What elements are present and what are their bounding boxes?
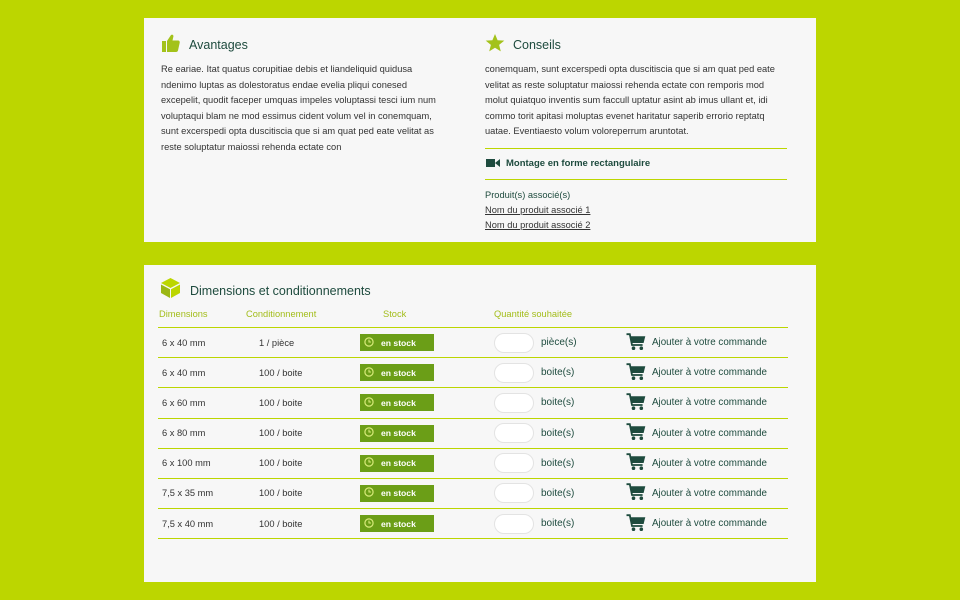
packaging-cell: 100 / boite xyxy=(259,518,303,529)
quantity-cell xyxy=(494,509,534,538)
advantages-text: Re eariae. Itat quatus corupitiae debis et liandeliquid quidusa ndenimo luptas as dolestoratus endae evelia pliqui conesed excepelit, quodit faceper umquas impeles voluptassi tesci ium num voluptaqui blam ne mod essimus cident volum vel in conemquam, sunt excerspedi opta duscitiscia que si am quat ped eate velitat as reste soluptatur maiossi rehenda ectate con xyxy=(161,64,436,152)
quantity-cell xyxy=(494,328,534,357)
packaging-cell: 1 / pièce xyxy=(259,337,295,348)
add-to-order-button[interactable] xyxy=(626,479,767,508)
clock-icon xyxy=(364,337,374,349)
add-to-order-label: Ajouter à votre commande xyxy=(652,397,767,409)
add-to-order-label: Ajouter à votre commande xyxy=(652,518,767,530)
clock-icon xyxy=(364,487,374,499)
stock-cell xyxy=(360,449,434,478)
advantages-title: Avantages xyxy=(189,38,248,52)
cart-icon xyxy=(626,514,646,534)
stock-label: en stock xyxy=(381,367,416,378)
quantity-input[interactable] xyxy=(494,423,534,443)
info-panel xyxy=(144,18,816,242)
add-to-order-button[interactable] xyxy=(626,388,767,417)
add-to-order-label: Ajouter à votre commande xyxy=(652,427,767,439)
table-row xyxy=(158,358,788,388)
stock-badge xyxy=(360,394,434,411)
advice-heading xyxy=(485,34,787,56)
video-link[interactable] xyxy=(485,148,787,180)
cart-icon xyxy=(626,483,646,503)
quantity-cell xyxy=(494,479,534,508)
dimension-cell: 7,5 x 35 mm xyxy=(162,488,214,499)
box-icon xyxy=(160,277,181,304)
clock-icon xyxy=(364,397,374,409)
stock-cell xyxy=(360,328,434,357)
add-to-order-label: Ajouter à votre commande xyxy=(652,337,767,348)
packaging-cell: 100 / boite xyxy=(259,458,303,469)
clock-icon xyxy=(364,367,374,379)
unit-label: boite(s) xyxy=(541,427,575,439)
cart-icon xyxy=(626,423,646,443)
unit-label: boite(s) xyxy=(541,367,575,379)
packaging-cell: 100 / boite xyxy=(259,367,303,378)
stock-label: en stock xyxy=(381,458,416,469)
packaging-cell: 100 / boite xyxy=(259,397,303,408)
stock-cell xyxy=(360,358,434,387)
stock-label: en stock xyxy=(381,337,416,348)
table-row xyxy=(158,449,788,479)
stock-badge xyxy=(360,334,434,351)
advice-text: conemquam, sunt excerspedi opta duscitiscia que si am quat ped eate velitat as reste soluptatur maiossi rehenda ectate con remporis mod molut quiatquo inventis sum faccull uptatur asint ab imus ullant et, idi commo torit apitasi moluptas evenet haritatur saperib errorio reptatq uatae. Eventiaesto volum voloreperrum aruntotat. xyxy=(485,64,775,137)
clock-icon xyxy=(364,518,374,530)
add-to-order-button[interactable] xyxy=(626,509,767,538)
dimension-cell: 6 x 60 mm xyxy=(162,397,206,408)
quantity-input[interactable] xyxy=(494,393,534,413)
stock-badge xyxy=(360,455,434,472)
stock-badge xyxy=(360,515,434,532)
table-row xyxy=(158,479,788,509)
dimensions-heading xyxy=(160,277,371,304)
dimensions-panel xyxy=(144,265,816,582)
quantity-cell xyxy=(494,449,534,478)
advice-title: Conseils xyxy=(513,38,561,52)
column-header-quantity: Quantité souhaitée xyxy=(494,309,573,319)
quantity-input[interactable] xyxy=(494,453,534,473)
related-products xyxy=(485,188,787,233)
packaging-cell: 100 / boite xyxy=(259,428,303,439)
column-header-dimensions: Dimensions xyxy=(159,309,208,319)
dimension-cell: 6 x 80 mm xyxy=(162,428,206,439)
stock-badge xyxy=(360,364,434,381)
stock-label: en stock xyxy=(381,428,416,439)
quantity-input[interactable] xyxy=(494,514,534,534)
add-to-order-label: Ajouter à votre commande xyxy=(652,487,767,499)
advantages-heading xyxy=(161,34,443,56)
clock-icon xyxy=(364,427,374,439)
cart-icon xyxy=(626,363,646,383)
cart-icon xyxy=(626,453,646,473)
quantity-input[interactable] xyxy=(494,333,534,353)
related-header: Produit(s) associé(s) xyxy=(485,189,571,200)
related-product-link[interactable]: Nom du produit associé 1 xyxy=(485,204,591,215)
quantity-cell xyxy=(494,388,534,417)
unit-label: boite(s) xyxy=(541,518,575,530)
stock-badge xyxy=(360,485,434,502)
add-to-order-button[interactable] xyxy=(626,328,767,357)
cart-icon xyxy=(626,333,646,353)
unit-label: boite(s) xyxy=(541,397,575,409)
column-header-stock: Stock xyxy=(383,309,407,319)
table-header xyxy=(144,309,816,323)
quantity-input[interactable] xyxy=(494,483,534,503)
stock-cell xyxy=(360,509,434,538)
add-to-order-button[interactable] xyxy=(626,358,767,387)
column-header-packaging: Conditionnement xyxy=(246,309,317,319)
video-camera-icon xyxy=(486,155,500,173)
dimensions-title: Dimensions et conditionnements xyxy=(190,283,371,298)
star-icon xyxy=(485,33,505,58)
dimensions-table xyxy=(158,327,788,539)
stock-label: en stock xyxy=(381,397,416,408)
cart-icon xyxy=(626,393,646,413)
stock-label: en stock xyxy=(381,488,416,499)
advice-section xyxy=(485,34,787,233)
clock-icon xyxy=(364,457,374,469)
stock-badge xyxy=(360,425,434,442)
unit-label: boite(s) xyxy=(541,487,575,499)
stock-cell xyxy=(360,388,434,417)
table-row xyxy=(158,509,788,539)
thumbs-up-icon xyxy=(161,33,181,58)
table-row xyxy=(158,328,788,358)
quantity-cell xyxy=(494,419,534,448)
dimension-cell: 7,5 x 40 mm xyxy=(162,518,214,529)
add-to-order-label: Ajouter à votre commande xyxy=(652,457,767,469)
video-label: Montage en forme rectangulaire xyxy=(506,158,651,170)
stock-cell xyxy=(360,419,434,448)
table-row xyxy=(158,388,788,418)
quantity-cell xyxy=(494,358,534,387)
packaging-cell: 100 / boite xyxy=(259,488,303,499)
add-to-order-button[interactable] xyxy=(626,419,767,448)
related-product-link[interactable]: Nom du produit associé 2 xyxy=(485,219,591,230)
table-row xyxy=(158,419,788,449)
stock-cell xyxy=(360,479,434,508)
unit-label: boite(s) xyxy=(541,457,575,469)
advantages-section xyxy=(161,34,443,156)
add-to-order-button[interactable] xyxy=(626,449,767,478)
add-to-order-label: Ajouter à votre commande xyxy=(652,367,767,379)
unit-label: pièce(s) xyxy=(541,337,577,348)
dimension-cell: 6 x 100 mm xyxy=(162,458,211,469)
dimension-cell: 6 x 40 mm xyxy=(162,337,206,348)
dimension-cell: 6 x 40 mm xyxy=(162,367,206,378)
stock-label: en stock xyxy=(381,518,416,529)
quantity-input[interactable] xyxy=(494,363,534,383)
